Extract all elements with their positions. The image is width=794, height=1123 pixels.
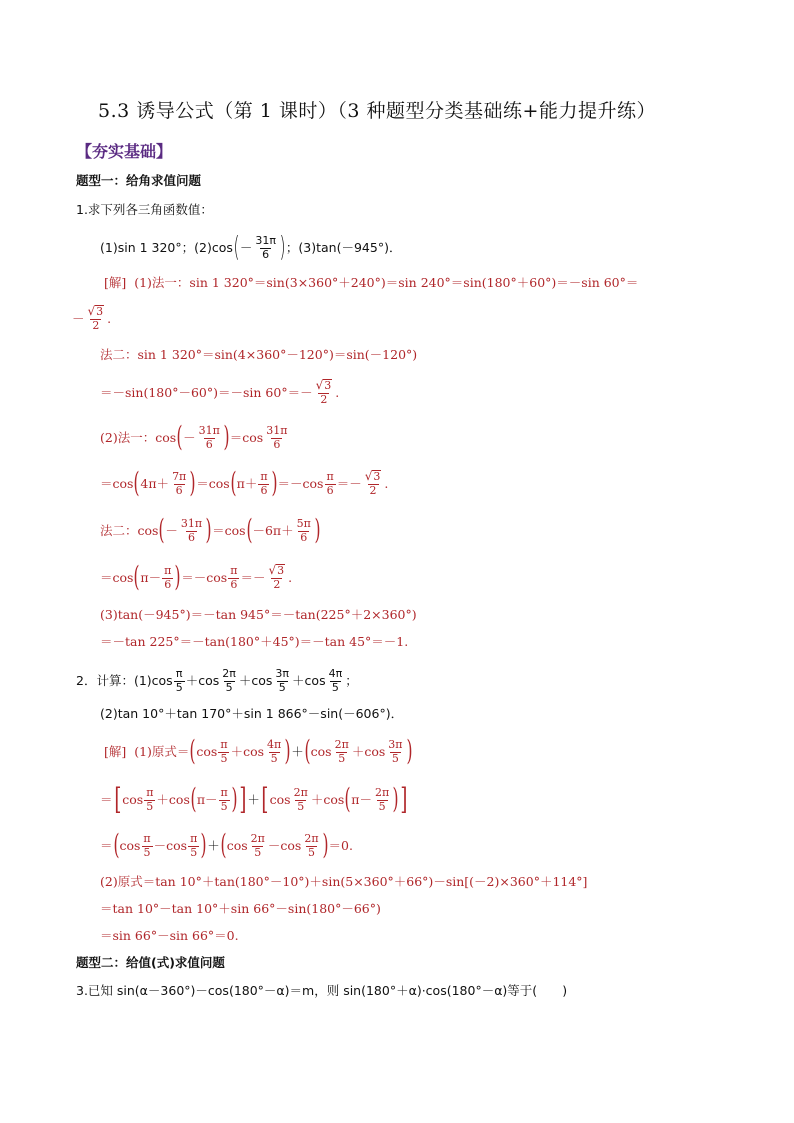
solution-text: ＝cos (212, 522, 246, 538)
q1-part-text: (1)sin 1 320°；(2)cos (100, 239, 233, 255)
numerator: 2π (334, 737, 349, 751)
term: cos (269, 791, 291, 807)
numerator: 2π (222, 666, 236, 680)
fraction (314, 379, 335, 406)
fraction (170, 471, 188, 497)
denominator: 5 (175, 680, 183, 694)
solution-text: ＝0. (328, 837, 353, 853)
plus-sign: ＋ (207, 837, 220, 853)
minus-sign: － (165, 522, 178, 538)
fraction (258, 471, 269, 497)
paren-close: ) (279, 230, 286, 263)
solution-text: ＝cos (229, 429, 264, 445)
minus-sign: － (183, 429, 196, 445)
semicolon: ； (345, 672, 358, 688)
period: . (384, 475, 389, 491)
denominator: 6 (260, 483, 268, 497)
numerator: π (326, 469, 334, 483)
denominator: 5 (220, 751, 228, 765)
term: π－ (140, 569, 162, 585)
solution-line: (3)tan(－945°)＝－tan 945°＝－tan(225°＋2×360°) (100, 607, 417, 622)
term: ＋cos (230, 743, 265, 759)
fraction (253, 235, 278, 261)
paren-open: ( (245, 513, 253, 546)
paren-close: ) (231, 782, 238, 815)
plus-sign: ＋ (247, 791, 260, 807)
period: . (335, 384, 340, 400)
numerator: 2π (304, 831, 319, 845)
numerator: √ 3 (268, 563, 285, 578)
term: ＋cos (185, 672, 220, 688)
paren-close: ) (271, 466, 278, 499)
fraction (141, 833, 152, 859)
numerator: 7π (172, 469, 187, 483)
fraction (188, 833, 199, 859)
q2-part2: (2)tan 10°＋tan 170°＋sin 1 866°－sin(－606°)． (100, 706, 404, 721)
solution-text: ＝－sin(180°－60°)＝－sin 60°＝－ (100, 384, 313, 400)
solution-line (100, 782, 409, 818)
fraction (302, 833, 320, 859)
paren-open: ( (189, 734, 196, 767)
term: cos (119, 837, 141, 853)
equals-sign: ＝ (100, 791, 113, 807)
fraction (333, 739, 351, 765)
denominator: 6 (205, 437, 213, 451)
denominator: 5 (278, 680, 286, 694)
solution-line (100, 376, 339, 410)
bracket-open: [ (113, 782, 121, 817)
solution-line (72, 302, 111, 336)
denominator: 5 (143, 845, 151, 859)
numerator: π (190, 831, 198, 845)
solution-line: (2)原式＝tan 10°＋tan(180°－10°)＋sin(5×360°＋66°)－sin[(－2)×360°＋114°] (100, 874, 588, 889)
term: ＋cos (292, 672, 326, 688)
solution-text: (2)法一：cos (100, 429, 177, 445)
numerator: 5π (296, 516, 311, 530)
numerator: √ 3 (87, 304, 104, 319)
numerator: π (220, 737, 228, 751)
bracket-open: [ (261, 782, 269, 817)
equals-sign: ＝ (100, 837, 113, 853)
minus-sign: － (72, 310, 85, 326)
paren-close: ) (174, 560, 181, 593)
term: cos (122, 791, 144, 807)
paren-open: ( (176, 420, 183, 453)
numerator: π (220, 785, 228, 799)
radicand: 3 (324, 379, 332, 393)
solution-line (100, 515, 321, 547)
fraction (162, 565, 173, 591)
paren-open: ( (133, 560, 140, 593)
term: ＋cos (310, 791, 345, 807)
denominator: 2 (273, 578, 281, 592)
fraction (219, 787, 230, 813)
numerator: 2π (374, 785, 390, 799)
period: . (107, 310, 112, 326)
paren-close: ) (322, 828, 329, 861)
term: －cos (153, 837, 188, 853)
denominator: 6 (273, 437, 281, 451)
solution-text: ＝cos (196, 475, 230, 491)
denominator: 5 (331, 680, 339, 694)
fraction (327, 668, 345, 694)
term: ＋cos (156, 791, 190, 807)
fraction (292, 787, 310, 813)
numerator: √ 3 (364, 469, 381, 484)
fraction (386, 739, 404, 765)
solution-line (100, 561, 292, 595)
paren-close: ) (200, 828, 207, 861)
fraction (265, 739, 283, 765)
paren-close: ) (392, 782, 399, 815)
denominator: 5 (338, 751, 346, 765)
numerator: 3π (388, 737, 403, 751)
minus-sign: － (239, 239, 253, 255)
denominator: 6 (175, 483, 183, 497)
q3-stem: 3.已知 sin(α－360°)－cos(180°－α)＝m，则 sin(180°＋α)·cos(180°－α)等于( ) (76, 983, 568, 998)
paren-open: ( (190, 782, 197, 815)
paren-open: ( (304, 734, 311, 767)
denominator: 5 (391, 751, 399, 765)
numerator: 2π (293, 785, 308, 799)
fraction (373, 787, 391, 813)
denominator: 5 (220, 799, 228, 813)
solution-line: 法二：sin 1 320°＝sin(4×360°－120°)＝sin(－120°) (100, 347, 418, 362)
paren-close: ) (205, 513, 212, 546)
numerator: π (230, 563, 238, 577)
section-tag: 【夯实基础】 (76, 142, 173, 161)
denominator: 6 (326, 483, 334, 497)
solution-line (104, 277, 638, 290)
bracket-close: ] (239, 782, 247, 817)
numerator: π (146, 785, 154, 799)
numerator: 4π (267, 737, 282, 751)
fraction (179, 518, 204, 544)
term: －6π＋ (252, 522, 294, 538)
fraction (174, 668, 185, 694)
numerator: 31π (180, 516, 203, 530)
denominator: 5 (307, 845, 315, 859)
q1-stem: 1.求下列各三角函数值： (76, 202, 213, 217)
solution-tag: [解] (104, 275, 127, 290)
denominator: 6 (230, 577, 238, 591)
numerator: 31π (266, 423, 288, 437)
solution-line: ＝tan 10°－tan 10°＋sin 66°－sin(180°－66°) (100, 901, 381, 916)
solution-line: ＝sin 66°－sin 66°＝0. (100, 928, 239, 943)
solution-line (100, 467, 388, 501)
plus-sign: ＋ (291, 743, 304, 759)
fraction (266, 564, 287, 591)
paren-close: ) (405, 734, 412, 767)
numerator: 31π (198, 423, 220, 437)
solution-text: ＝cos (100, 475, 134, 491)
term: π－ (196, 791, 218, 807)
bracket-close: ] (400, 782, 408, 817)
fraction (324, 471, 335, 497)
fraction (273, 668, 291, 694)
solution-text: ＝－cos (181, 569, 228, 585)
solution-line (100, 422, 290, 454)
denominator: 6 (164, 577, 172, 591)
denominator: 5 (270, 751, 278, 765)
term: －cos (267, 837, 302, 853)
term: cos (196, 743, 218, 759)
paren-close: ) (314, 513, 321, 546)
paren-open: ( (133, 466, 140, 499)
paren-open: ( (112, 828, 119, 861)
solution-text: ＝－cos (277, 475, 324, 491)
paren-close: ) (223, 420, 230, 453)
solution-text: ＝－ (336, 475, 362, 491)
denominator: 2 (92, 319, 100, 333)
numerator: 31π (255, 233, 276, 247)
fraction (295, 518, 313, 544)
denominator: 5 (190, 845, 198, 859)
type-two-heading: 题型二：给值(式)求值问题 (76, 955, 225, 970)
solution-text: (1)原式＝ (134, 743, 190, 759)
numerator: √ 3 (315, 378, 332, 393)
numerator: π (164, 563, 172, 577)
radicand: 3 (373, 470, 381, 484)
solution-line: ＝－tan 225°＝－tan(180°＋45°)＝－tan 45°＝－1. (100, 634, 409, 649)
numerator: π (143, 831, 151, 845)
denominator: 5 (297, 799, 305, 813)
fraction (86, 305, 107, 332)
denominator: 2 (369, 484, 377, 498)
denominator: 2 (320, 393, 328, 407)
paren-open: ( (158, 513, 165, 546)
denominator: 5 (225, 680, 233, 694)
fraction (197, 425, 222, 451)
numerator: 3π (275, 666, 290, 680)
term: cos (226, 837, 248, 853)
paren-open: ( (220, 828, 227, 861)
denominator: 5 (378, 799, 386, 813)
solution-text: (1)法一：sin 1 320°＝sin(3×360°＋240°)＝sin 240°＝sin(180°＋60°)＝－sin 60°＝ (134, 275, 639, 290)
denominator: 6 (188, 530, 196, 544)
denominator: 6 (300, 530, 308, 544)
fraction (264, 425, 289, 451)
term: ＋cos (238, 672, 273, 688)
term: cos (310, 743, 332, 759)
q1-parts (100, 230, 402, 263)
numerator: 2π (250, 831, 265, 845)
paren-open: ( (344, 782, 351, 815)
numerator: π (260, 469, 268, 483)
fraction (363, 470, 384, 497)
solution-text: ＝cos (100, 569, 134, 585)
type-one-heading: 题型一：给角求值问题 (76, 173, 202, 188)
term: ＋cos (351, 743, 386, 759)
term: π＋ (236, 475, 258, 491)
solution-line (104, 735, 412, 769)
numerator: π (175, 666, 183, 680)
radicand: 3 (96, 305, 104, 319)
denominator: 5 (146, 799, 154, 813)
fraction (228, 565, 239, 591)
page-title: 5.3 诱导公式（第 1 课时）（3 种题型分类基础练+能力提升练） (98, 100, 656, 122)
solution-tag: [解] (104, 743, 127, 759)
q2-text: 2．计算：(1)cos (76, 672, 173, 688)
paren-open: ( (233, 230, 240, 263)
fraction (144, 787, 155, 813)
denominator: 5 (254, 845, 262, 859)
fraction (218, 739, 229, 765)
paren-close: ) (284, 734, 291, 767)
term: π－ (351, 791, 372, 807)
denominator: 6 (262, 247, 270, 261)
period: . (288, 569, 293, 585)
solution-line (100, 829, 353, 863)
q2-stem (76, 664, 358, 698)
solution-text: ＝－ (240, 569, 266, 585)
paren-close: ) (189, 466, 196, 499)
numerator: 4π (328, 666, 343, 680)
fraction (249, 833, 267, 859)
fraction (220, 668, 238, 694)
q1-part-text: ；(3)tan(－945°)． (285, 239, 402, 255)
paren-open: ( (230, 466, 237, 499)
solution-text: 法二：cos (100, 522, 159, 538)
radicand: 3 (277, 564, 285, 578)
term: 4π＋ (140, 475, 170, 491)
